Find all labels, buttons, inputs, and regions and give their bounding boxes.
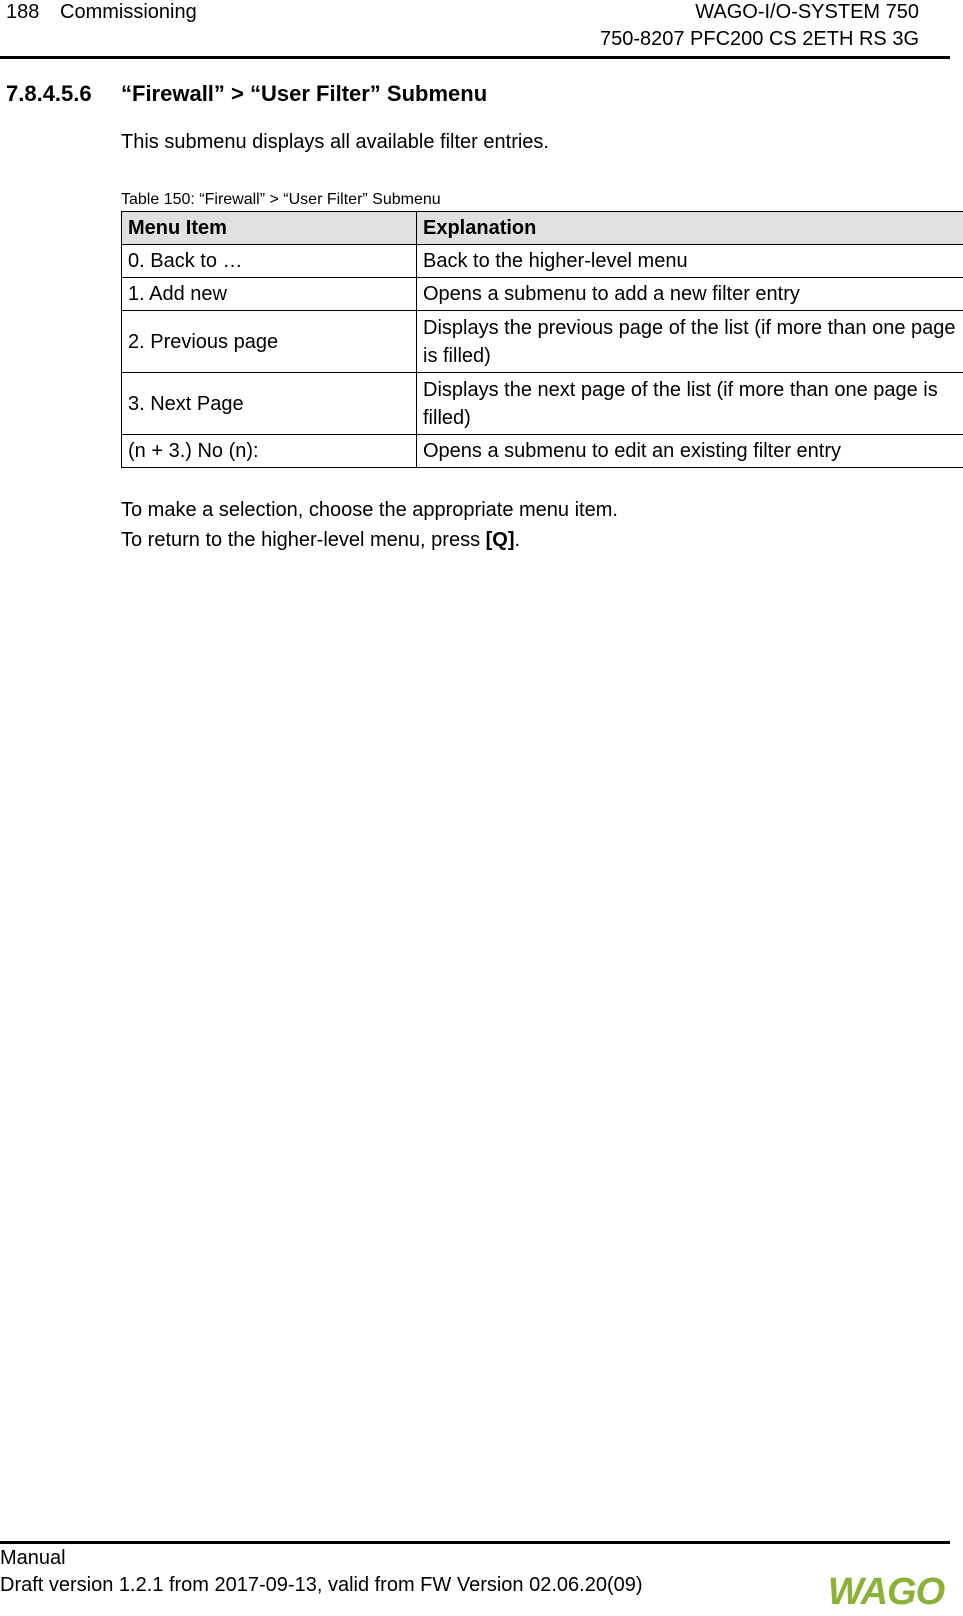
key-q: [Q] bbox=[485, 529, 515, 551]
table-row bbox=[122, 373, 963, 435]
wago-logo-text: WAGO bbox=[827, 1573, 945, 1609]
menu-item-cell: 1. Add new bbox=[122, 278, 417, 311]
wago-logo bbox=[826, 1573, 946, 1609]
instruction-return-end: . bbox=[514, 529, 521, 551]
explanation-cell: Back to the higher-level menu bbox=[417, 245, 963, 278]
section-intro: This submenu displays all available filter entries. bbox=[121, 131, 549, 153]
section-title: “Firewall” > “User Filter” Submenu bbox=[121, 81, 488, 106]
menu-item-cell: (n + 3.) No (n): bbox=[122, 435, 417, 468]
column-header-menu-item: Menu Item bbox=[122, 212, 417, 245]
device-name: 750-8207 PFC200 CS 2ETH RS 3G bbox=[599, 28, 919, 50]
table-row bbox=[122, 435, 963, 468]
menu-item-cell: 0. Back to … bbox=[122, 245, 417, 278]
footer-doc-type: Manual bbox=[0, 1547, 66, 1569]
footer-version: Draft version 1.2.1 from 2017-09-13, valid from FW Version 02.06.20(09) bbox=[0, 1574, 643, 1596]
column-header-explanation: Explanation bbox=[417, 212, 963, 245]
table-caption: Table 150: “Firewall” > “User Filter” Submenu bbox=[121, 191, 441, 208]
instruction-select: To make a selection, choose the appropriate menu item. bbox=[121, 499, 618, 521]
menu-item-cell: 3. Next Page bbox=[122, 373, 417, 435]
table-row bbox=[122, 311, 963, 373]
explanation-cell: Opens a submenu to add a new filter entry bbox=[417, 278, 963, 311]
table-row bbox=[122, 245, 963, 278]
table-row bbox=[122, 278, 963, 311]
menu-item-cell: 2. Previous page bbox=[122, 311, 417, 373]
instruction-return-text: To return to the higher-level menu, press bbox=[121, 529, 486, 551]
explanation-cell: Displays the next page of the list (if more than one page is filled) bbox=[417, 373, 963, 435]
product-line: WAGO-I/O-SYSTEM 750 bbox=[695, 1, 919, 23]
section-number: 7.8.4.5.6 bbox=[6, 81, 92, 106]
chapter-title: Commissioning bbox=[60, 1, 197, 23]
table-header-row bbox=[122, 212, 963, 245]
footer-rule bbox=[0, 1541, 950, 1544]
submenu-table bbox=[121, 211, 963, 468]
explanation-cell: Opens a submenu to edit an existing filter entry bbox=[417, 435, 963, 468]
page-number: 188 bbox=[6, 1, 40, 23]
header-rule bbox=[0, 56, 950, 59]
instruction-return bbox=[121, 526, 520, 554]
explanation-cell: Displays the previous page of the list (if more than one page is filled) bbox=[417, 311, 963, 373]
